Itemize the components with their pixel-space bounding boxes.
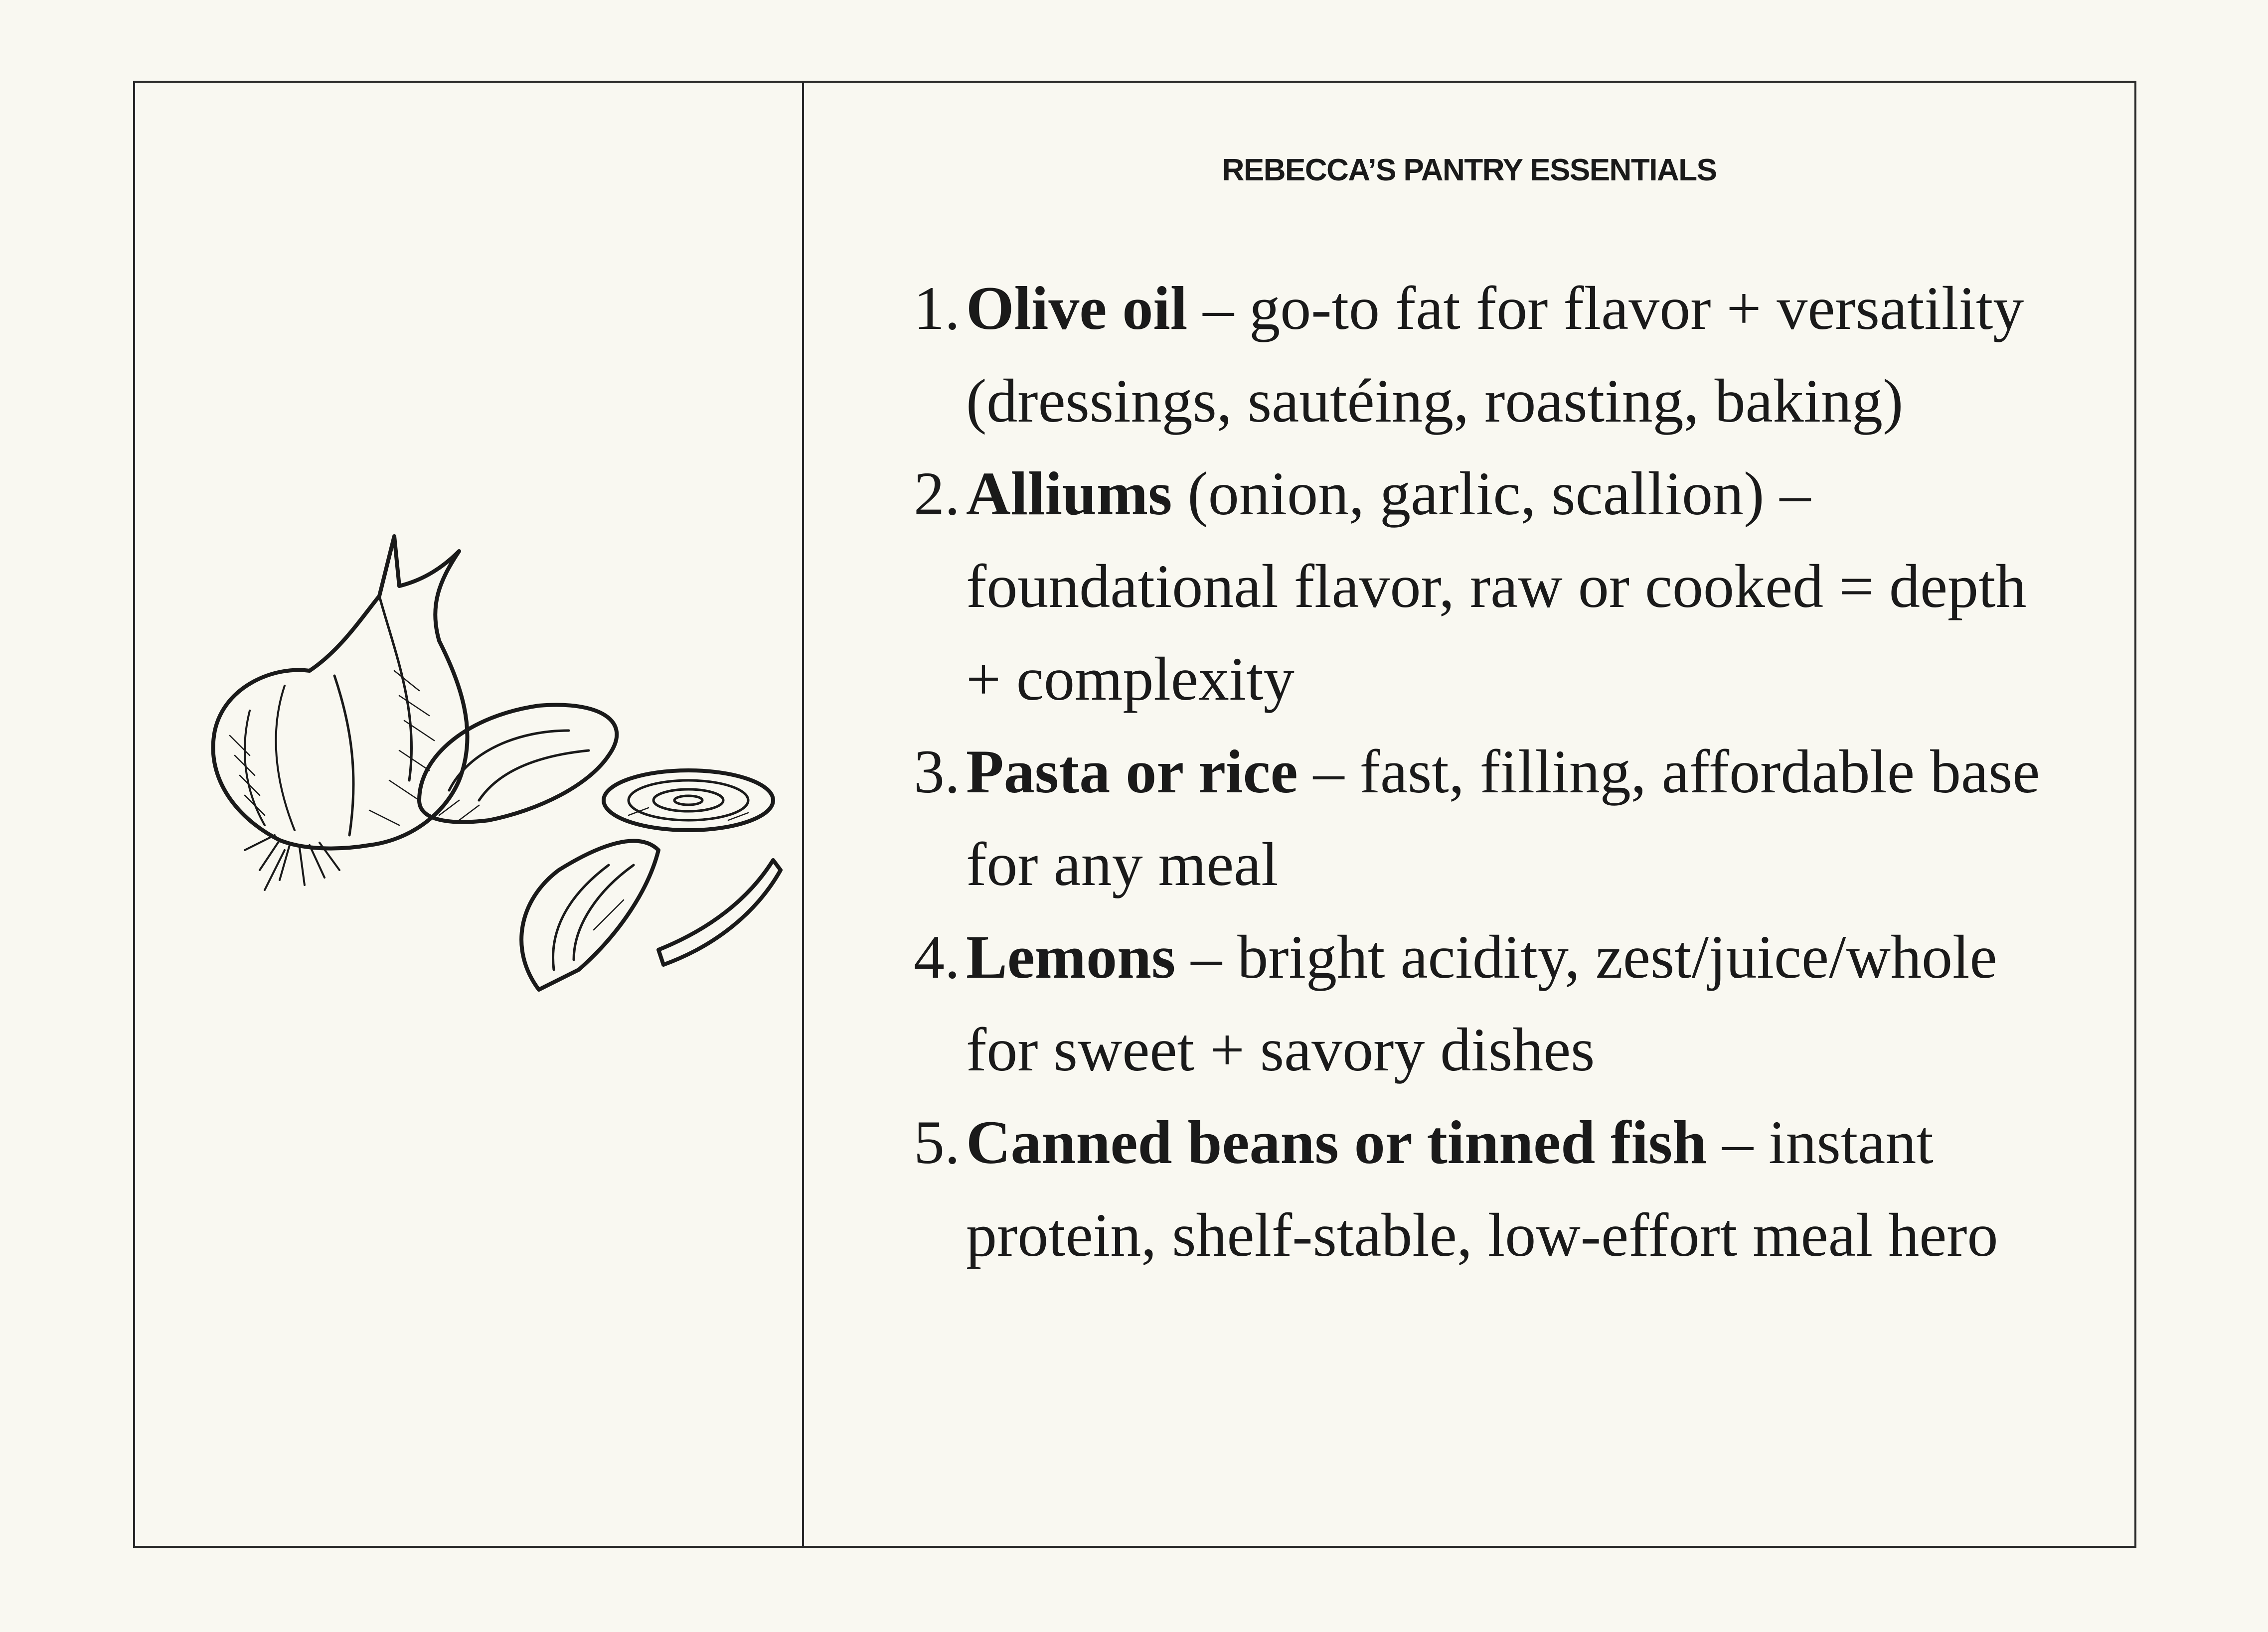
list-item [914,726,2060,911]
item-description: (onion, garlic, scallion) – foundational flavor, raw or cooked = depth + complexity [966,459,2027,713]
item-number: 2. [914,459,960,528]
item-term: Pasta or rice [966,738,1298,806]
item-number: 1. [914,274,960,342]
card-frame [133,81,2136,1548]
item-description: – go-to fat for flavor + versatility (dressings, sautéing, roasting, baking) [966,274,2024,435]
item-description: – bright acidity, zest/juice/whole for sweet + savory dishes [966,923,1997,1084]
item-number: 5. [914,1108,960,1177]
item-term: Olive oil [966,274,1188,342]
pantry-list [914,262,2060,1282]
item-description: – instant protein, shelf-stable, low-effort meal hero [966,1108,1998,1269]
list-item [914,262,2060,447]
list-item [914,911,2060,1096]
onion-sketch-icon [160,521,808,1129]
item-term: Lemons [966,923,1176,991]
item-term: Alliums [966,459,1172,528]
item-description: – fast, filling, affordable base for any meal [966,738,2040,898]
list-item [914,1096,2060,1282]
item-number: 4. [914,923,960,991]
list-item [914,447,2060,726]
item-term: Canned beans or tinned fish [966,1108,1707,1177]
item-number: 3. [914,738,960,806]
page-title: REBECCA’S PANTRY ESSENTIALS [1222,153,1717,187]
